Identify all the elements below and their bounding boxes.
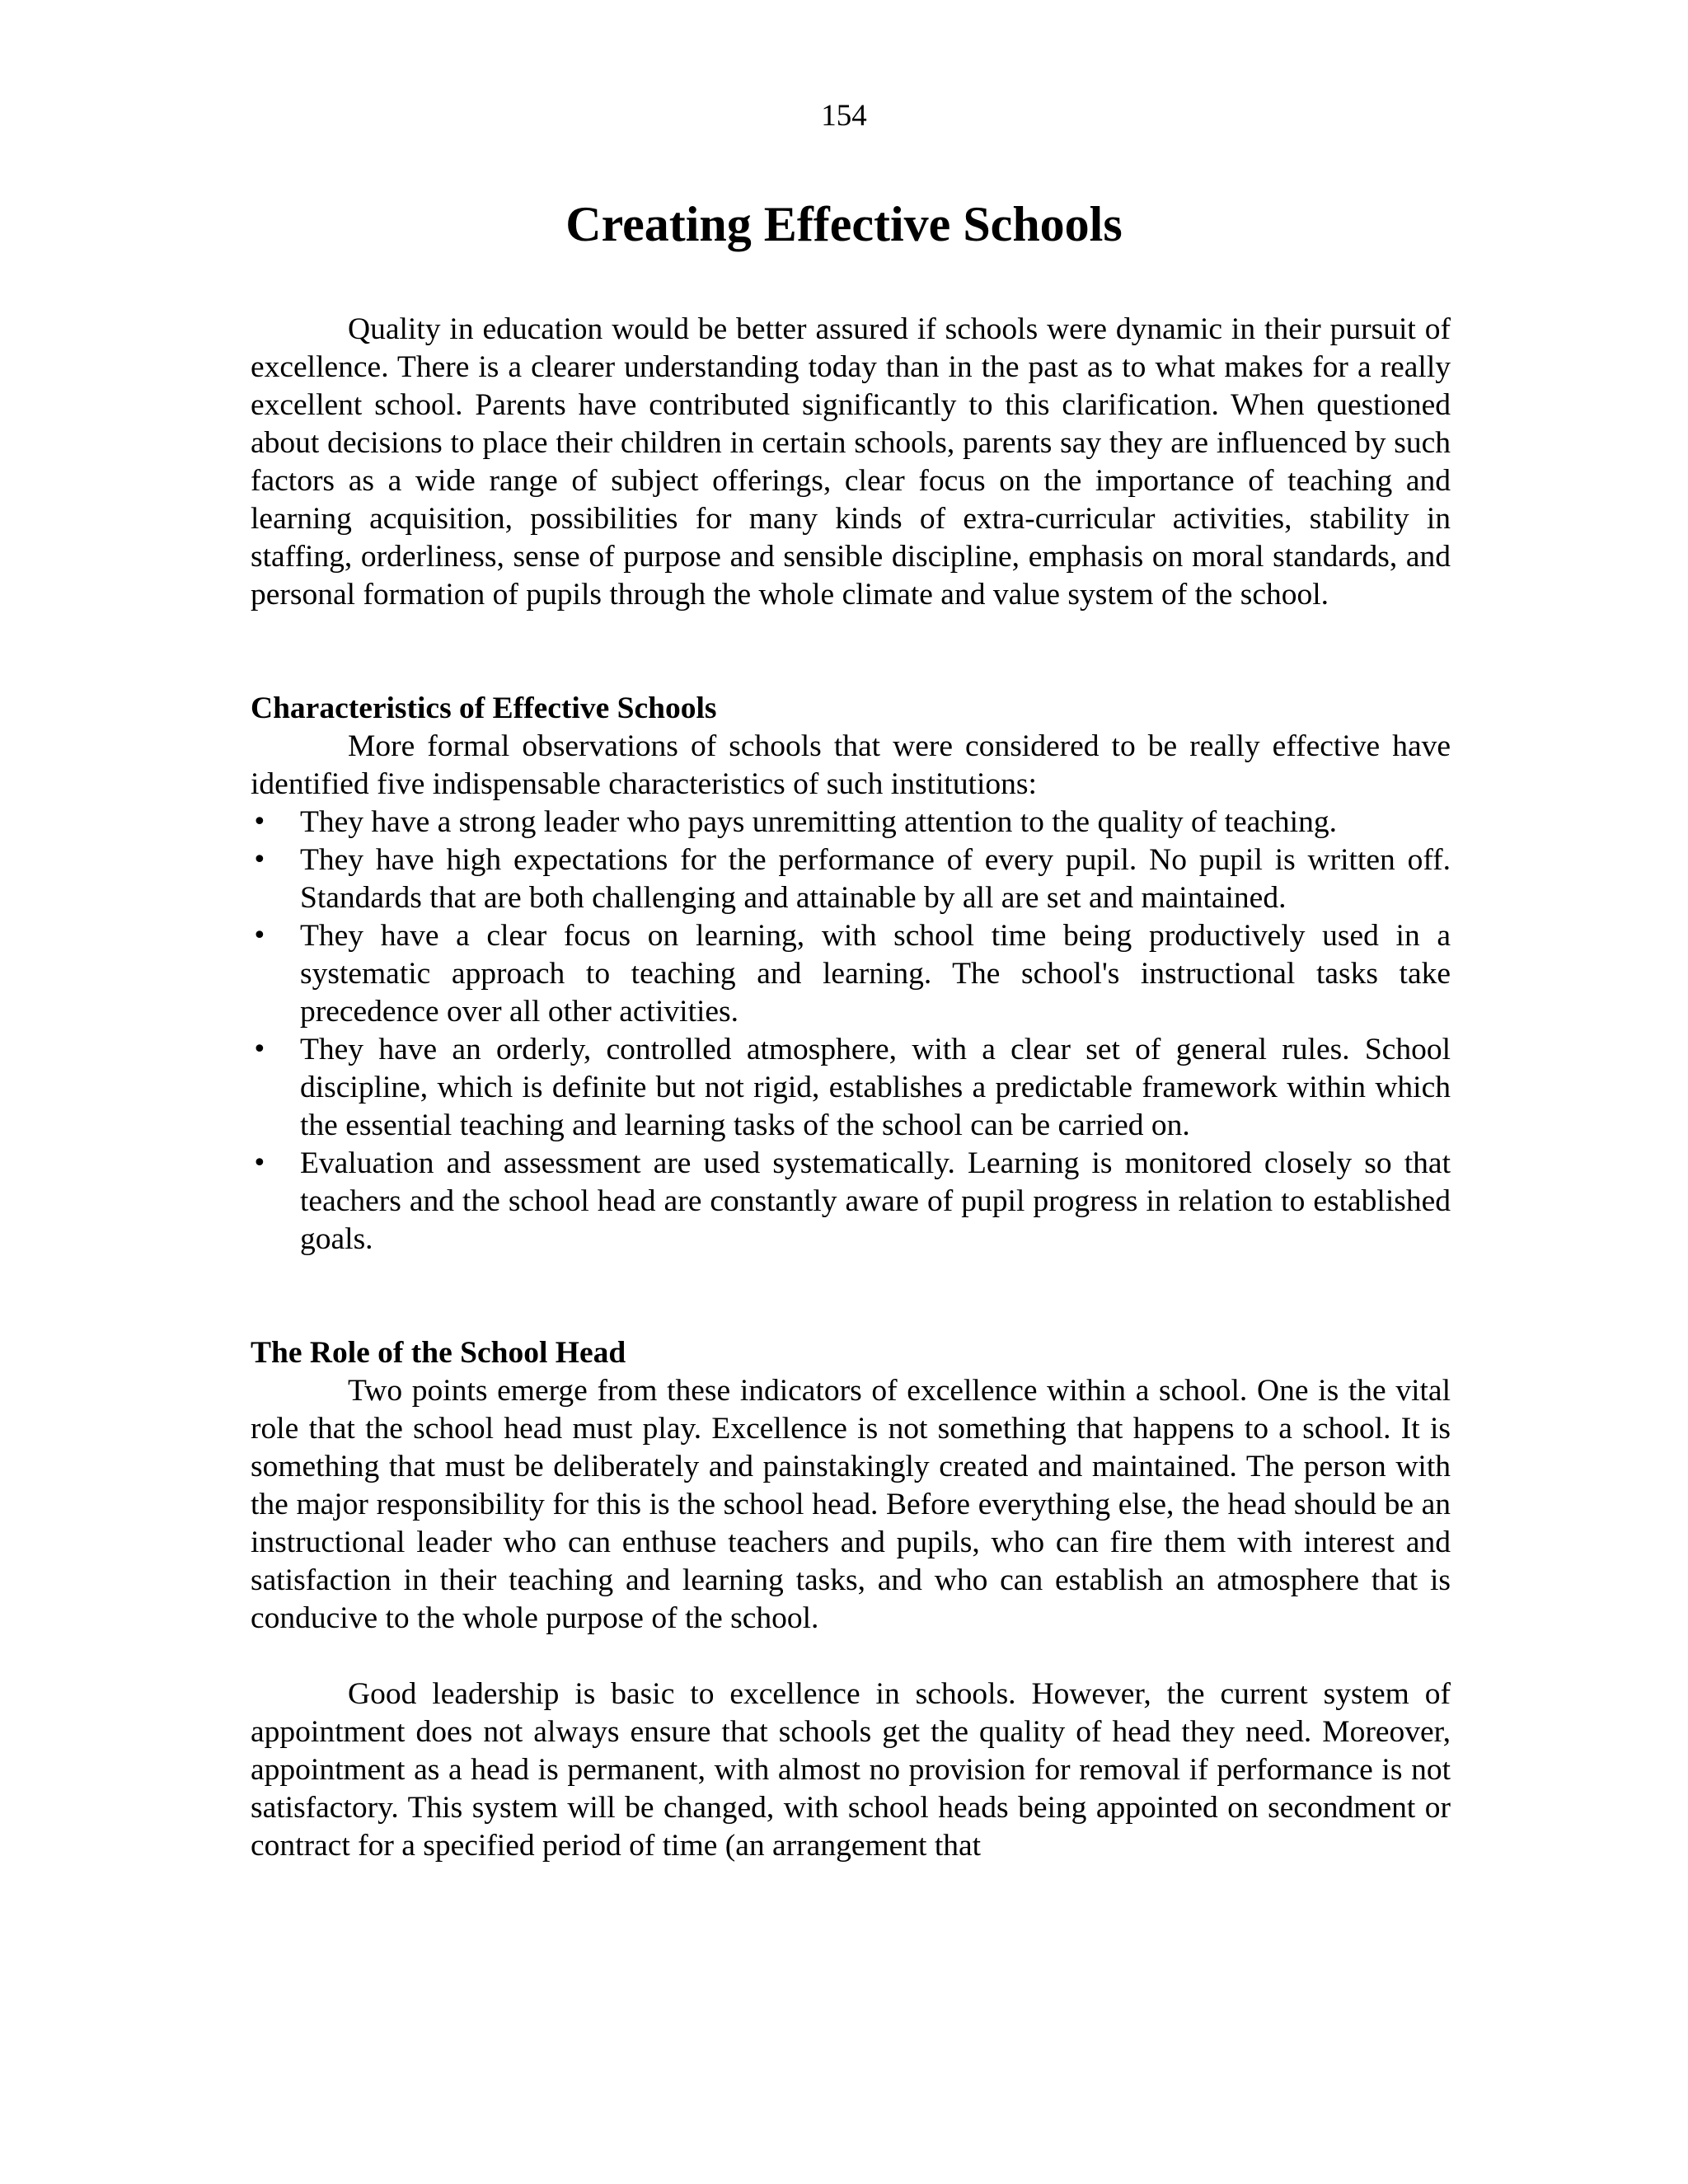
list-item: [251, 917, 1451, 1031]
document-body: [251, 311, 1451, 1865]
paragraph-spacer: [251, 1638, 1451, 1675]
bullet-icon: •: [252, 921, 267, 950]
list-item-text: Evaluation and assessment are used systematically. Learning is monitored closely so that teachers and the school head are constantly aware of pupil progress in relation to established goals.: [300, 1146, 1451, 1256]
list-item: [251, 1031, 1451, 1145]
bullet-icon: •: [252, 1149, 267, 1178]
characteristics-intro: More formal observations of schools that were considered to be really effective have identified five indispensable characteristics of such institutions:: [251, 729, 1451, 801]
list-item: [251, 841, 1451, 917]
bullet-icon: •: [252, 1035, 267, 1064]
list-item-text: They have a strong leader who pays unremitting attention to the quality of teaching.: [300, 805, 1337, 839]
bullet-icon: •: [252, 846, 267, 874]
role-paragraph: Two points emerge from these indicators of excellence within a school. One is the vital role that the school head must play. Excellence is not something that happens to a school. It is something that must be deliberately and painstakingly created and maintained. The person with the major responsibility for this is the school head. Before everything else, the head should be an instructional leader who can enthuse teachers and pupils, who can fire them with interest and satisfaction in their teaching and learning tasks, and who can establish an atmosphere that is conducive to the whole purpose of the school.: [251, 1374, 1451, 1635]
page-title: Creating Effective Schools: [565, 197, 1123, 251]
characteristics-heading: Characteristics of Effective Schools: [251, 691, 717, 725]
list-item: [251, 804, 1451, 841]
section-spacer: [251, 614, 1451, 690]
list-item-text: They have high expectations for the performance of every pupil. No pupil is written off. Standards that are both challenging and attainable by all are set and maintained.: [300, 843, 1451, 915]
page-number: 154: [821, 99, 867, 133]
role-heading: The Role of the School Head: [251, 1336, 626, 1370]
list-item-text: They have an orderly, controlled atmosphere, with a clear set of general rules. School discipline, which is definite but not rigid, establishes a predictable framework within which the essential teaching and learning tasks of the school can be carried on.: [300, 1033, 1451, 1142]
list-item: [251, 1145, 1451, 1258]
intro-paragraph: Quality in education would be better assured if schools were dynamic in their pursuit of excellence. There is a clearer understanding today than in the past as to what makes for a really excellent school. Parents have contributed significantly to this clarification. When questioned about decisions to place their children in certain schools, parents say they are influenced by such factors as a wide range of subject offerings, clear focus on the importance of teaching and learning acquisition, possibilities for many kinds of extra-curricular activities, stability in staffing, orderliness, sense of purpose and sensible discipline, emphasis on moral standards, and personal formation of pupils through the whole climate and value system of the school.: [251, 312, 1451, 612]
role-paragraph: Good leadership is basic to excellence in schools. However, the current system of appointment does not always ensure that schools get the quality of head they need. Moreover, appointment as a head is permanent, with almost no provision for removal if performance is not satisfactory. This system will be changed, with school heads being appointed on secondment or contract for a specified period of time (an arrangement that: [251, 1677, 1451, 1863]
section-spacer: [251, 1258, 1451, 1334]
characteristics-list: [251, 804, 1451, 1258]
bullet-icon: •: [252, 808, 267, 837]
list-item-text: They have a clear focus on learning, with school time being productively used in a systematic approach to teaching and learning. The school's instructional tasks take precedence over all other activities.: [300, 919, 1451, 1029]
